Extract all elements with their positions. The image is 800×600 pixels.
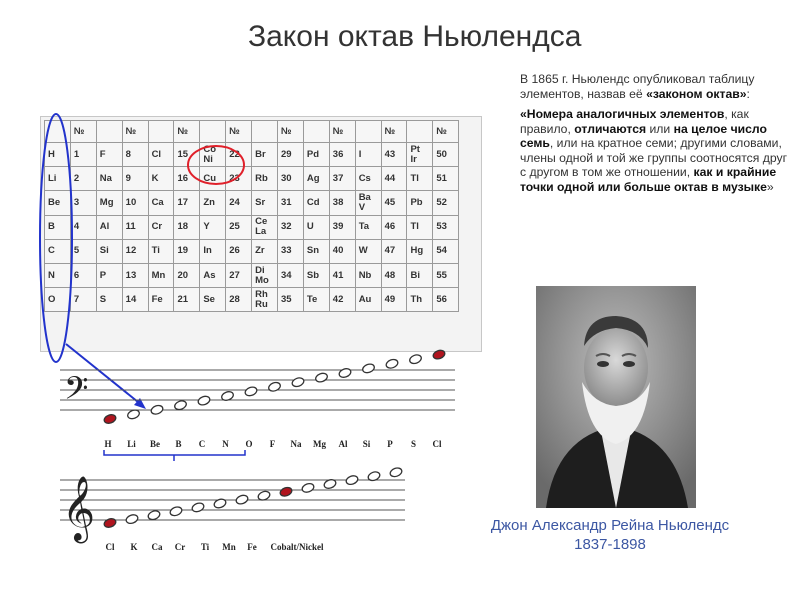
- table-header-cell: №: [433, 121, 459, 143]
- element-cell: Sb: [303, 263, 329, 287]
- element-cell: Rh Ru: [252, 288, 278, 312]
- element-cell: As: [200, 263, 226, 287]
- number-cell: 31: [278, 191, 304, 215]
- number-cell: 48: [381, 263, 407, 287]
- number-cell: 10: [122, 191, 148, 215]
- number-cell: 30: [278, 167, 304, 191]
- number-cell: 2: [70, 167, 96, 191]
- note-label: Al: [338, 439, 348, 449]
- number-cell: 40: [329, 239, 355, 263]
- element-cell: Cr: [148, 215, 174, 239]
- number-cell: 18: [174, 215, 200, 239]
- note-head-filled: [103, 413, 117, 425]
- number-cell: 5: [70, 239, 96, 263]
- note-head-filled: [103, 517, 117, 529]
- element-cell: F: [96, 143, 122, 167]
- element-cell: Be: [45, 191, 71, 215]
- number-cell: 4: [70, 215, 96, 239]
- number-cell: 36: [329, 143, 355, 167]
- table-header-cell: №: [226, 121, 252, 143]
- number-cell: 21: [174, 288, 200, 312]
- quote-segment: , как правило,: [520, 107, 749, 136]
- note-head: [125, 513, 139, 525]
- quote-segment: , или на кратное семи; другими словами, члены одной и той же группы соотносятся друг с другом в том же отношении,: [520, 136, 788, 179]
- number-cell: 6: [70, 263, 96, 287]
- element-cell: Mg: [96, 191, 122, 215]
- element-cell: Sr: [252, 191, 278, 215]
- number-cell: 1: [70, 143, 96, 167]
- bass-staff: [60, 370, 455, 414]
- note-label: F: [269, 439, 276, 449]
- element-cell: Tl: [407, 215, 433, 239]
- element-cell: Br: [252, 143, 278, 167]
- treble-clef-icon: 𝄞: [62, 476, 96, 541]
- table-header-cell: №: [174, 121, 200, 143]
- element-cell: Cu: [200, 167, 226, 191]
- element-cell: N: [45, 263, 71, 287]
- note-head: [244, 386, 258, 398]
- number-cell: 37: [329, 167, 355, 191]
- number-cell: 39: [329, 215, 355, 239]
- note-head: [235, 494, 249, 506]
- element-cell: Si: [96, 239, 122, 263]
- treble-staff: [60, 476, 405, 543]
- number-cell: 13: [122, 263, 148, 287]
- number-cell: 14: [122, 288, 148, 312]
- table-header-cell: №: [329, 121, 355, 143]
- quote-segment: отличаются: [574, 121, 647, 136]
- quote-segment: «Номера аналогичных элементов: [520, 107, 725, 121]
- number-cell: 17: [174, 191, 200, 215]
- number-cell: 47: [381, 239, 407, 263]
- quote-segment: на целое число семь: [520, 121, 767, 150]
- element-cell: Ag: [303, 167, 329, 191]
- number-cell: 46: [381, 215, 407, 239]
- element-cell: B: [45, 215, 71, 239]
- element-cell: Se: [200, 288, 226, 312]
- note-label: Li: [127, 439, 136, 449]
- element-cell: I: [355, 143, 381, 167]
- note-head: [191, 502, 205, 514]
- number-cell: 54: [433, 239, 459, 263]
- note-label: Ti: [200, 542, 210, 552]
- note-head-filled: [432, 349, 446, 361]
- element-cell: Ba V: [355, 191, 381, 215]
- element-cell: Pb: [407, 191, 433, 215]
- number-cell: 43: [381, 143, 407, 167]
- number-cell: 28: [226, 288, 252, 312]
- element-cell: P: [96, 263, 122, 287]
- table-header-cell: №: [278, 121, 304, 143]
- element-cell: K: [148, 167, 174, 191]
- element-cell: C: [45, 239, 71, 263]
- note-head: [169, 505, 183, 517]
- number-cell: 51: [433, 167, 459, 191]
- note-label: Cl: [432, 439, 442, 449]
- element-cell: Pt Ir: [407, 143, 433, 167]
- element-cell: Al: [96, 215, 122, 239]
- quote-segment: как и крайние точки одной или больше октав в музыке: [520, 165, 777, 194]
- note-head: [361, 363, 375, 375]
- number-cell: 49: [381, 288, 407, 312]
- note-head: [408, 353, 422, 365]
- number-cell: 11: [122, 215, 148, 239]
- element-cell: Mn: [148, 263, 174, 287]
- note-head: [291, 376, 305, 388]
- element-cell: Ce La: [252, 215, 278, 239]
- number-cell: 27: [226, 263, 252, 287]
- column-highlight: [40, 114, 72, 362]
- note-label: O: [245, 439, 253, 449]
- number-cell: 41: [329, 263, 355, 287]
- element-cell: Na: [96, 167, 122, 191]
- number-cell: 38: [329, 191, 355, 215]
- quote-segment: или: [646, 121, 674, 136]
- intro-colon: :: [746, 86, 750, 101]
- element-cell: Ti: [148, 239, 174, 263]
- element-cell: Li: [45, 167, 71, 191]
- number-cell: 35: [278, 288, 304, 312]
- number-cell: 53: [433, 215, 459, 239]
- note-head: [197, 395, 211, 407]
- element-cell: Tl: [407, 167, 433, 191]
- number-cell: 20: [174, 263, 200, 287]
- element-cell: Ta: [355, 215, 381, 239]
- number-cell: 12: [122, 239, 148, 263]
- note-label: S: [410, 439, 417, 449]
- note-head: [301, 482, 315, 494]
- note-label: H: [104, 439, 112, 449]
- element-cell: U: [303, 215, 329, 239]
- element-cell: O: [45, 288, 71, 312]
- element-cell: Di Mo: [252, 263, 278, 287]
- note-label: Si: [362, 439, 371, 449]
- note-label: Be: [150, 439, 160, 449]
- table-header-cell: №: [381, 121, 407, 143]
- number-cell: 44: [381, 167, 407, 191]
- highlight-circle: [188, 146, 244, 184]
- number-cell: 25: [226, 215, 252, 239]
- number-cell: 42: [329, 288, 355, 312]
- element-cell: Co Ni: [200, 143, 226, 167]
- number-cell: 32: [278, 215, 304, 239]
- element-cell: Rb: [252, 167, 278, 191]
- page-title: Закон октав Ньюлендса: [248, 20, 582, 53]
- element-cell: Sn: [303, 239, 329, 263]
- note-head: [345, 474, 359, 486]
- number-cell: 15: [174, 143, 200, 167]
- number-cell: 7: [70, 288, 96, 312]
- intro-text: В 1865 г. Ньюлендс опубликовал таблицу элементов, назвав её: [520, 72, 755, 101]
- note-label: Cl: [105, 542, 115, 552]
- number-cell: 16: [174, 167, 200, 191]
- element-cell: S: [96, 288, 122, 312]
- element-cell: Bi: [407, 263, 433, 287]
- law-name: «законом октав»: [646, 86, 747, 101]
- number-cell: 45: [381, 191, 407, 215]
- number-cell: 22: [226, 143, 252, 167]
- element-cell: Hg: [407, 239, 433, 263]
- number-cell: 50: [433, 143, 459, 167]
- note-label: B: [175, 439, 182, 449]
- bass-clef-icon: 𝄢: [64, 370, 89, 414]
- note-label: P: [387, 439, 393, 449]
- note-head: [213, 498, 227, 510]
- element-cell: W: [355, 239, 381, 263]
- note-head: [338, 367, 352, 379]
- number-cell: 24: [226, 191, 252, 215]
- number-cell: 26: [226, 239, 252, 263]
- element-cell: Cl: [148, 143, 174, 167]
- element-cell: Te: [303, 288, 329, 312]
- caption-name: Джон Александр Рейна Ньюлендс: [490, 517, 730, 534]
- table-header-cell: №: [70, 121, 96, 143]
- note-label: Na: [290, 439, 302, 449]
- number-cell: 33: [278, 239, 304, 263]
- element-cell: Cs: [355, 167, 381, 191]
- element-cell: H: [45, 143, 71, 167]
- note-head: [267, 381, 281, 393]
- note-label: K: [130, 542, 138, 552]
- element-cell: Ca: [148, 191, 174, 215]
- table-header-cell: №: [122, 121, 148, 143]
- number-cell: 56: [433, 288, 459, 312]
- quote-segment: »: [766, 179, 774, 194]
- note-label: Cr: [174, 542, 186, 552]
- number-cell: 52: [433, 191, 459, 215]
- element-cell: Cd: [303, 191, 329, 215]
- element-cell: Nb: [355, 263, 381, 287]
- note-head: [314, 372, 328, 384]
- note-label: C: [198, 439, 206, 449]
- note-head: [385, 358, 399, 370]
- note-label: Ca: [151, 542, 163, 552]
- number-cell: 34: [278, 263, 304, 287]
- note-head: [173, 399, 187, 411]
- number-cell: 19: [174, 239, 200, 263]
- note-head: [147, 509, 161, 521]
- note-label: Mg: [313, 439, 326, 449]
- element-cell: Th: [407, 288, 433, 312]
- caption-years: 1837-1898: [574, 536, 646, 553]
- number-cell: 8: [122, 143, 148, 167]
- element-cell: In: [200, 239, 226, 263]
- note-head: [389, 466, 403, 478]
- number-cell: 55: [433, 263, 459, 287]
- note-label: Cobalt/Nickel: [270, 542, 324, 552]
- number-cell: 29: [278, 143, 304, 167]
- note-head-filled: [279, 486, 293, 498]
- number-cell: 3: [70, 191, 96, 215]
- number-cell: 9: [122, 167, 148, 191]
- element-cell: Y: [200, 215, 226, 239]
- octave-bracket: [104, 450, 245, 455]
- note-label: Fe: [247, 542, 257, 552]
- element-cell: Fe: [148, 288, 174, 312]
- note-label: Mn: [222, 542, 236, 552]
- element-cell: Pd: [303, 143, 329, 167]
- note-head: [150, 404, 164, 416]
- number-cell: 23: [226, 167, 252, 191]
- element-cell: Zn: [200, 191, 226, 215]
- element-cell: Au: [355, 288, 381, 312]
- note-label: N: [222, 439, 229, 449]
- element-cell: Zr: [252, 239, 278, 263]
